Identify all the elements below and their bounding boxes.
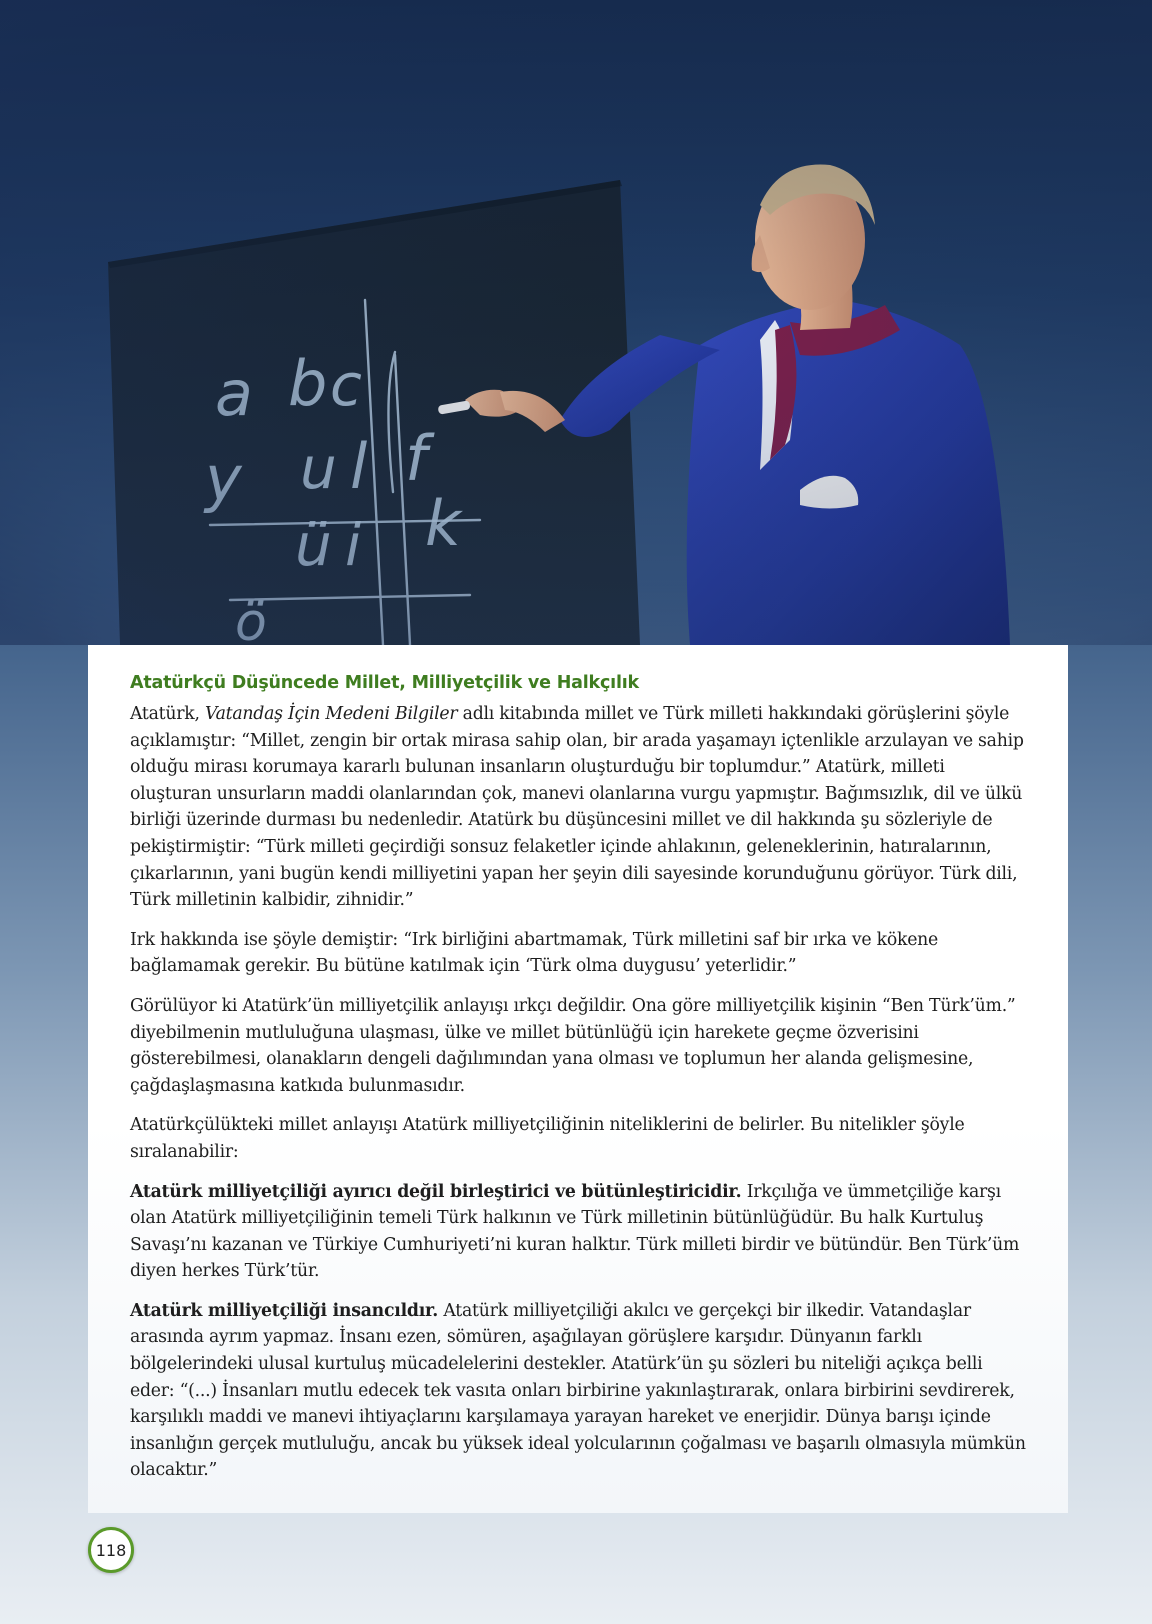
paragraph-millet-rest: adlı kitabında millet ve Türk milleti hakkındaki görüşlerini şöyle açıklamıştır: “Millet, zengin bir ortak mirasa sahip olan, bir arada yaşamayı içtenlikle arzulayan ve sahip olduğu mirası korumaya kararlı bulunan insanların oluşturduğu bir toplumdur.” Atatürk, milleti oluşturan unsurların maddi olanlarından çok, manevi olanlarına vurgu yapmıştır. Bağımsızlık, dil ve ülkü birliği üzerinde durması bu nedenledir. Atatürk bu düşüncesini millet ve dil hakkında şu sözleriyle de pekiştirmiştir: “Türk milleti geçirdiği sonsuz felaketler içinde ahlakının, geleneklerinin, hatıralarının, çıkarlarının, yani bugün kendi milliyetini yapan her şeyin dili sayesinde korunduğunu görüyor. Türk dili, Türk milletinin kalbidir, zihnidir.” — [130, 704, 1024, 911]
hero-photo — [0, 0, 1152, 645]
text-card — [88, 645, 1068, 1513]
paragraph-birlestirici — [130, 1179, 1026, 1285]
paragraph-birlestirici-heading: Atatürk milliyetçiliği ayırıcı değil birleştirici ve bütünleştiricidir. — [130, 1181, 742, 1202]
section-title: Atatürkçü Düşüncede Millet, Milliyetçilik ve Halkçılık — [130, 673, 639, 693]
page-number: 118 — [95, 1540, 127, 1560]
paragraph-nitelikler: Atatürkçülükteki millet anlayışı Atatürk milliyetçiliğinin niteliklerini de belirler. Bu nitelikler şöyle sıralanabilir: — [130, 1115, 965, 1162]
book-title: Vatandaş İçin Medeni Bilgiler — [204, 704, 458, 724]
paragraph-millet — [130, 701, 1026, 914]
paragraph-insancil — [130, 1298, 1026, 1484]
paragraph-irk: Irk hakkında ise şöyle demiştir: “Irk birliğini abartmamak, Türk milletini saf bir ırka ve kökene bağlamamak gerekir. Bu bütüne katılmak için ‘Türk olma duygusu’ yeterlidir.” — [130, 929, 939, 977]
paragraph-insancil-heading: Atatürk milliyetçiliği insancıldır. — [130, 1300, 439, 1321]
paragraph-millet-intro: Atatürk, — [130, 704, 205, 724]
paragraph-insancil-body: Atatürk milliyetçiliği akılcı ve gerçekçi bir ilkedir. Vatandaşlar arasında ayrım yapmaz. İnsanı ezen, sömüren, aşağılayan görüşlere karşıdır. Dünyanın farklı bölgelerindeki ulusal kurtuluş mücadelelerini destekler. Atatürk’ün şu sözleri bu niteliği açıkça belli eder: “(...) İnsanları mutlu edecek tek vasıta onları birbirine yakınlaştırarak, onlara birbirini sevdirerek, karşılıklı maddi ve manevi ihtiyaçlarını karşılamaya yarayan hareket ve enerjidir. Dünya barışı içinde insanlığın gerçek mutluluğu, ancak bu yüksek ideal yolcularının çoğalması ve başarılı olmasıyla mümkün olacaktır.” — [130, 1300, 1026, 1481]
paragraph-birlestirici-body: Irkçılığa ve ümmetçiliğe karşı olan Atatürk milliyetçiliğinin temeli Türk halkının ve Türk milletinin bütünlüğüdür. Bu halk Kurtuluş Savaşı’nı kazanan ve Türkiye Cumhuriyeti’ni kuran halktır. Türk milleti birdir ve bütündür. Ben Türk’üm diyen herkes Türk’tür. — [130, 1181, 1020, 1282]
page-number-badge — [88, 1527, 134, 1573]
paragraph-milliyetcilik: Görülüyor ki Atatürk’ün milliyetçilik anlayışı ırkçı değildir. Ona göre milliyetçilik kişinin “Ben Türk’üm.” diyebilmenin mutluluğuna ulaşması, ülke ve millet bütünlüğü için harekete geçme özverisini gösterebilmesi, olanakların dengeli dağılımından yana olması ve toplumun her alanda gelişmesine, çağdaşlaşmasına katkıda bulunmasıdır. — [130, 995, 1016, 1096]
